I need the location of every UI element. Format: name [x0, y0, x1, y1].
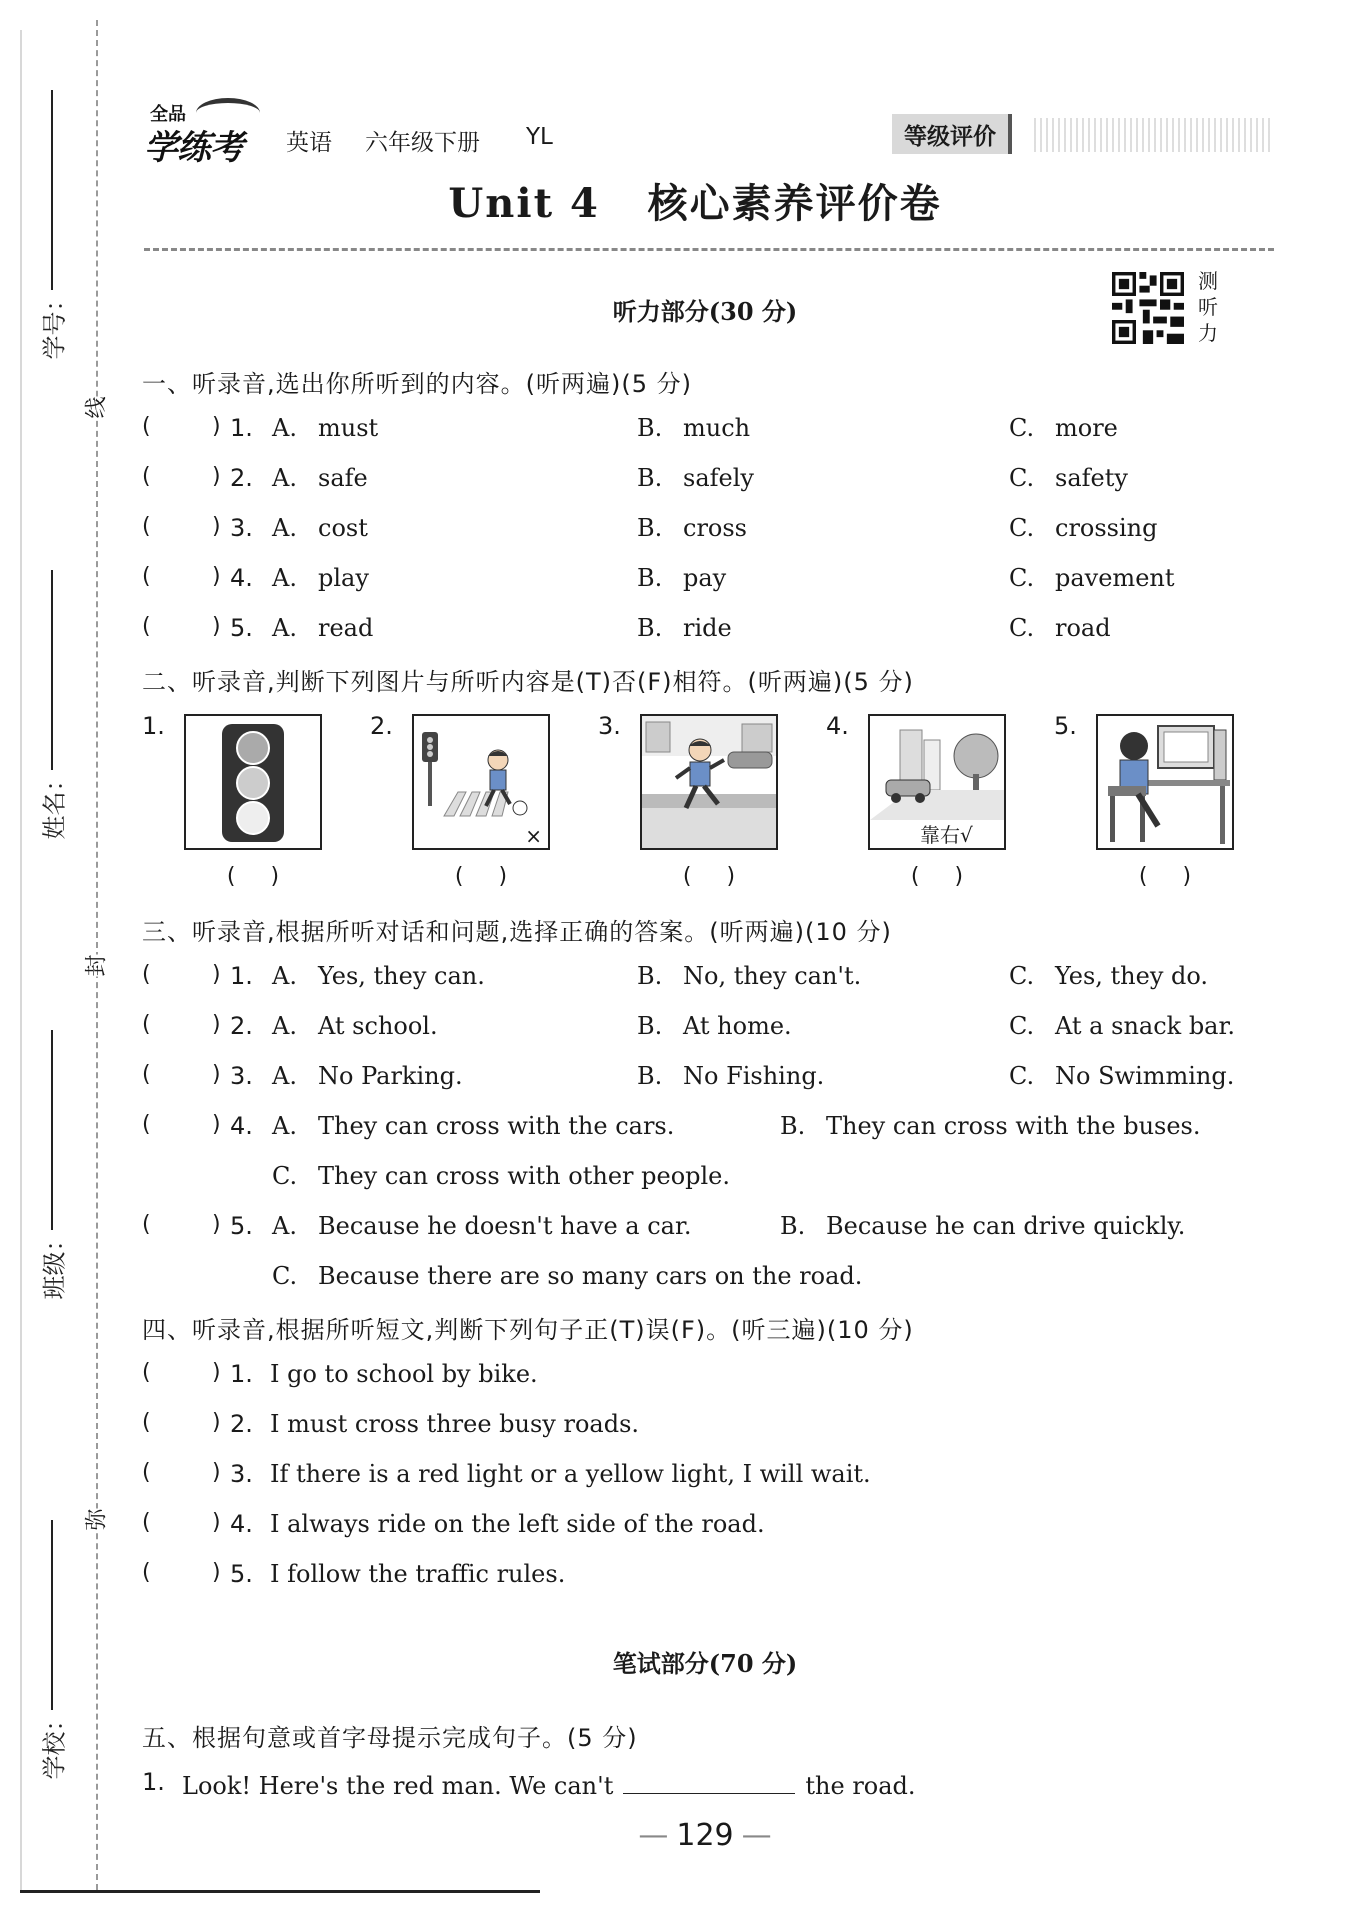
traffic-light-icon: [184, 714, 322, 850]
answer-blank[interactable]: ): [212, 614, 221, 639]
answer-blank[interactable]: ): [212, 1460, 221, 1485]
answer-blank[interactable]: ): [212, 1410, 221, 1435]
answer-blank[interactable]: ): [212, 514, 221, 539]
option-c: C. crossing: [1009, 514, 1158, 542]
decorative-stripes: [1034, 118, 1274, 152]
car-on-road-icon: [868, 714, 1006, 850]
writing-section-title: 笔试部分(70 分): [612, 1649, 798, 1678]
fill-in-blank[interactable]: [623, 1768, 795, 1794]
class-label: 班级：: [40, 1227, 69, 1300]
answer-blank[interactable]: ): [212, 564, 221, 589]
option-b: B. pay: [637, 564, 727, 592]
cut-mark-seal: 封: [76, 954, 115, 976]
part1-instruction: 一、听录音,选出你所听到的内容。(听两遍)(5 分): [142, 370, 692, 398]
option-c: C. Yes, they do.: [1009, 962, 1209, 990]
name-field[interactable]: [30, 570, 74, 880]
answer-blank[interactable]: ( ): [226, 864, 280, 889]
option-b: B. No, they can't.: [637, 962, 862, 990]
answer-blank[interactable]: ( ): [682, 864, 736, 889]
grade-label: 六年级下册: [365, 130, 480, 156]
option-a: A. read: [272, 614, 374, 642]
cross-mark: ×: [525, 824, 542, 848]
boy-running-street-icon: [640, 714, 778, 850]
brand-logo: [144, 96, 264, 166]
answer-blank[interactable]: ( ): [1138, 864, 1192, 889]
cut-mark-line: 线: [76, 396, 115, 418]
bottom-rule: [20, 1890, 540, 1893]
option-c: C. safety: [1009, 464, 1128, 492]
answer-blank[interactable]: ): [212, 1560, 221, 1585]
student-number-field[interactable]: [30, 90, 74, 420]
option-a: A. No Parking.: [272, 1062, 463, 1090]
boy-at-computer-icon: [1096, 714, 1234, 850]
name-underline: [51, 570, 53, 770]
option-c: C. At a snack bar.: [1009, 1012, 1235, 1040]
option-b: B. At home.: [637, 1012, 792, 1040]
answer-blank[interactable]: ): [212, 962, 221, 987]
option-a: A. must: [272, 414, 379, 442]
qr-caption: 测听力: [1198, 269, 1218, 345]
answer-blank[interactable]: ( ): [454, 864, 508, 889]
option-c: C. No Swimming.: [1009, 1062, 1235, 1090]
edition-label: YL: [526, 124, 553, 150]
header-divider: [144, 248, 1274, 251]
answer-blank[interactable]: ): [212, 414, 221, 439]
keep-right-note: 靠右√: [920, 823, 973, 847]
option-c: C. Because there are so many cars on the road.: [272, 1262, 863, 1290]
page-number: — 129 —: [638, 1818, 772, 1853]
school-label: 学校：: [40, 1707, 69, 1780]
answer-blank[interactable]: ): [212, 464, 221, 489]
student-number-label: 学号：: [40, 287, 69, 360]
option-b: B. safely: [637, 464, 754, 492]
option-c: C. They can cross with other people.: [272, 1162, 731, 1190]
option-a: A. play: [272, 564, 369, 592]
logo-main-text: 学练考: [144, 128, 243, 168]
option-b: B. ride: [637, 614, 732, 642]
listening-section-title: 听力部分(30 分): [612, 297, 798, 326]
answer-blank[interactable]: ( ): [910, 864, 964, 889]
subject-label: 英语: [286, 130, 332, 156]
part4-instruction: 四、听录音,根据所听短文,判断下列句子正(T)误(F)。(听三遍)(10 分): [142, 1316, 914, 1344]
option-c: C. more: [1009, 414, 1118, 442]
school-underline: [51, 1520, 53, 1710]
logo-top-text: 全品: [150, 104, 186, 125]
option-a: A. safe: [272, 464, 368, 492]
option-c: C. pavement: [1009, 564, 1175, 592]
name-label: 姓名：: [40, 767, 69, 840]
class-field[interactable]: [30, 1030, 74, 1340]
part3-instruction: 三、听录音,根据所听对话和问题,选择正确的答案。(听两遍)(10 分): [142, 918, 892, 946]
option-b: B. No Fishing.: [637, 1062, 825, 1090]
boy-crossing-road-icon: [412, 714, 550, 850]
page-title: Unit 4 核心素养评价卷: [448, 180, 942, 227]
answer-blank[interactable]: ): [212, 1012, 221, 1037]
answer-blank[interactable]: ): [212, 1112, 221, 1137]
option-b: B. much: [637, 414, 751, 442]
answer-blank[interactable]: ): [212, 1212, 221, 1237]
option-b: B. They can cross with the buses.: [780, 1112, 1201, 1140]
answer-blank[interactable]: ): [212, 1510, 221, 1535]
class-underline: [51, 1030, 53, 1230]
option-b: B. Because he can drive quickly.: [780, 1212, 1186, 1240]
option-a: A. At school.: [272, 1012, 438, 1040]
level-badge: 等级评价: [892, 114, 1012, 154]
cut-mark-sealed: 弥: [76, 1508, 115, 1530]
part5-instruction: 五、根据句意或首字母提示完成句子。(5 分): [142, 1724, 638, 1752]
option-a: A. cost: [272, 514, 368, 542]
option-a: A. Yes, they can.: [272, 962, 485, 990]
option-c: C. road: [1009, 614, 1111, 642]
answer-blank[interactable]: ): [212, 1360, 221, 1385]
option-b: B. cross: [637, 514, 747, 542]
option-a: A. They can cross with the cars.: [272, 1112, 675, 1140]
part2-instruction: 二、听录音,判断下列图片与所听内容是(T)否(F)相符。(听两遍)(5 分): [142, 668, 914, 696]
answer-blank[interactable]: ): [212, 1062, 221, 1087]
option-a: A. Because he doesn't have a car.: [272, 1212, 692, 1240]
